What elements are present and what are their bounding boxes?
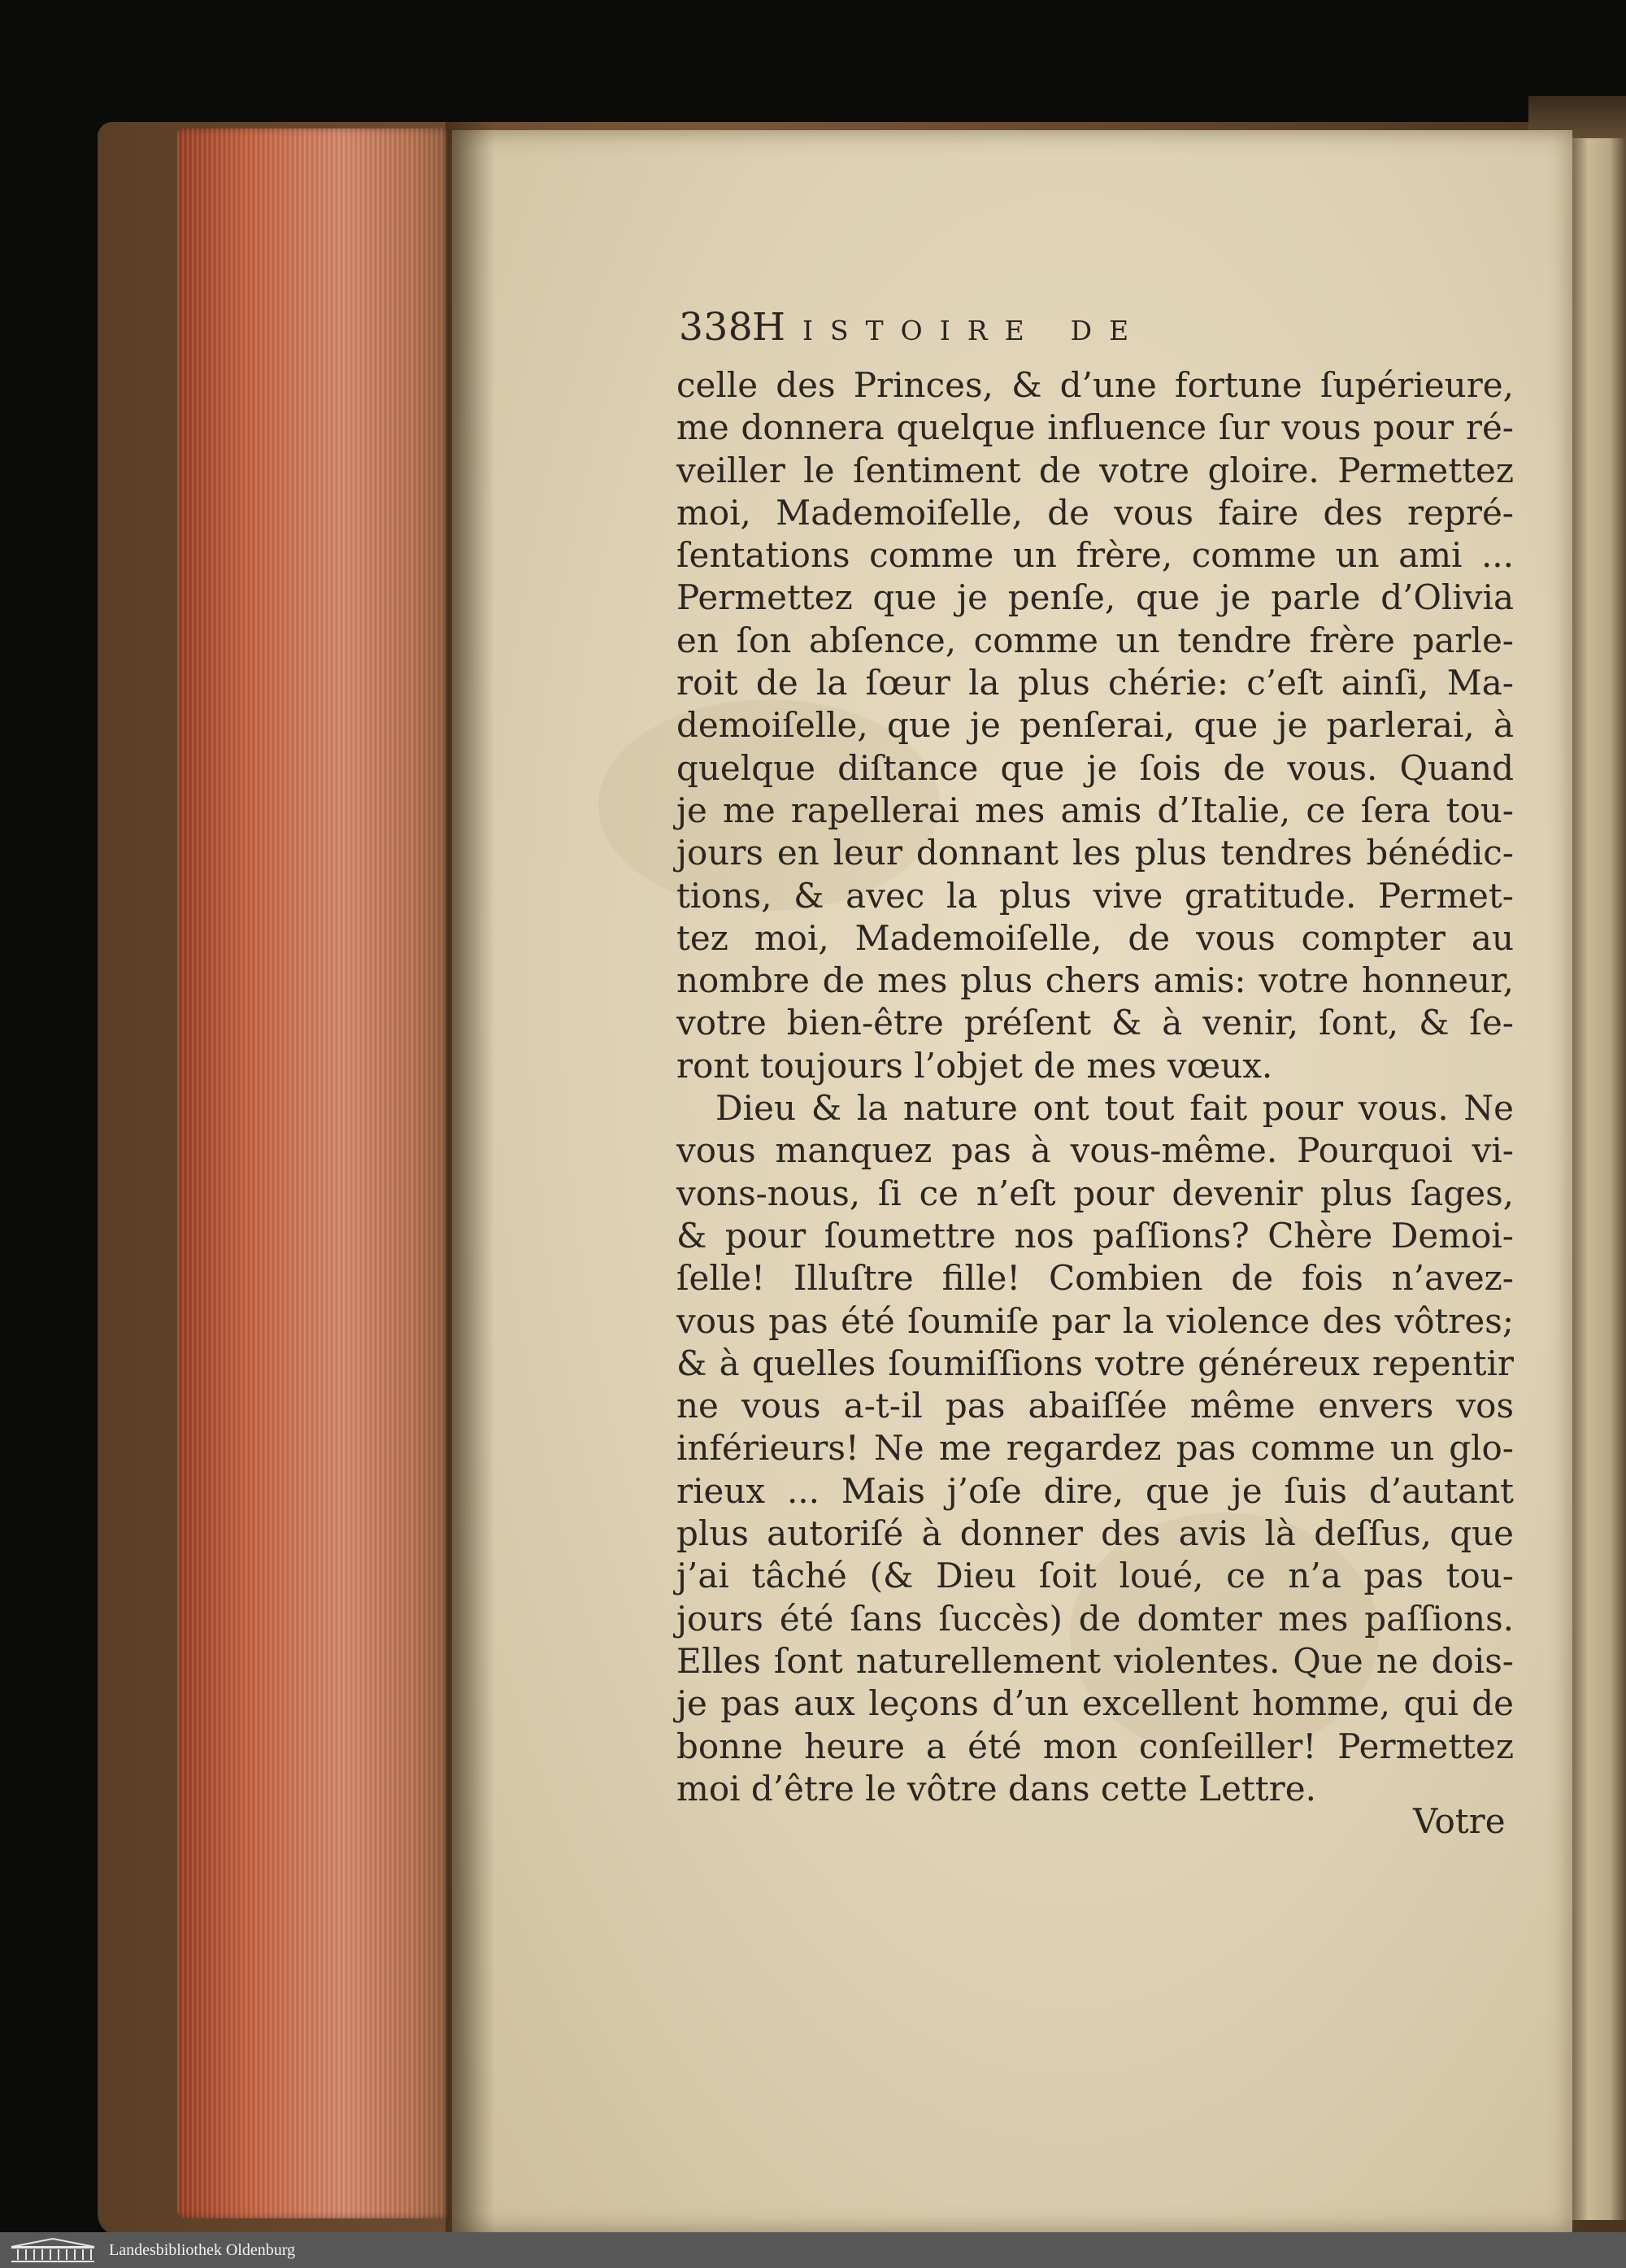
library-name: Landesbibliothek Oldenburg bbox=[109, 2241, 296, 2259]
text-line: en ſon abſence, comme un tendre frère parle- bbox=[676, 620, 1514, 660]
text-line: moi, Mademoiſelle, de vous faire des repré- bbox=[676, 492, 1514, 533]
text-line: jours été ſans ſuccès) de domter mes paſſions. bbox=[676, 1598, 1514, 1639]
text-line: tez moi, Mademoiſelle, de vous compter au bbox=[676, 917, 1514, 958]
catchword: Votre bbox=[1413, 1801, 1506, 1841]
body-text bbox=[676, 364, 1514, 1810]
text-line: tions, & avec la plus vive gratitude. Permet- bbox=[676, 875, 1514, 916]
text-line: ſelle! Illuſtre fille! Combien de fois n’avez- bbox=[676, 1258, 1514, 1299]
text-line: vous manquez pas à vous-même. Pourquoi vi- bbox=[676, 1130, 1514, 1171]
text-line: vous pas été ſoumiſe par la violence des vôtres; bbox=[676, 1300, 1514, 1341]
text-line: bonne heure a été mon conſeiller! Permettez bbox=[676, 1726, 1514, 1766]
text-line: ſentations comme un frère, comme un ami ... bbox=[676, 535, 1514, 576]
text-line: me donnera quelque influence ſur vous pour ré- bbox=[676, 407, 1514, 448]
text-line: votre bien-être préſent & à venir, ſont, & ſe- bbox=[676, 1003, 1514, 1043]
gutter-shadow bbox=[446, 122, 494, 2236]
page-header bbox=[679, 305, 1565, 362]
text-line: inférieurs! Ne me regardez pas comme un glo- bbox=[676, 1428, 1514, 1469]
text-line: Elles ſont naturellement violentes. Que ne dois- bbox=[676, 1640, 1514, 1681]
text-line: Dieu & la nature ont tout fait pour vous. Ne bbox=[715, 1088, 1514, 1129]
library-building-icon bbox=[8, 2237, 98, 2263]
text-line: & à quelles ſoumiſſions votre généreux repentir bbox=[676, 1343, 1514, 1383]
text-line: plus autoriſé à donner des avis là deſſus, que bbox=[676, 1513, 1514, 1554]
page-edges bbox=[177, 128, 454, 2218]
text-line: j’ai tâché (& Dieu ſoit loué, ce n’a pas tou- bbox=[676, 1556, 1514, 1596]
text-line: jours en leur donnant les plus tendres bénédic- bbox=[676, 833, 1514, 873]
text-line: je pas aux leçons d’un excellent homme, qui de bbox=[676, 1683, 1514, 1724]
text-line: je me rapellerai mes amis d’Italie, ce ſera tou- bbox=[676, 790, 1514, 830]
text-line: roit de la ſœur la plus chérie: c’eſt ainſi, Ma- bbox=[676, 663, 1514, 703]
text-line: Permettez que je penſe, que je parle d’Olivia bbox=[676, 577, 1514, 618]
text-line: ront toujours l’objet de mes vœux. bbox=[676, 1045, 1273, 1086]
text-line: veiller le ſentiment de votre gloire. Permettez bbox=[676, 450, 1514, 490]
text-line: nombre de mes plus chers amis: votre honneur, bbox=[676, 960, 1514, 1001]
footer-bar bbox=[0, 2232, 1626, 2268]
text-line: rieux ... Mais j’oſe dire, que je ſuis d’autant bbox=[676, 1470, 1514, 1511]
text-line: ne vous a-t-il pas abaiſſée même envers vos bbox=[676, 1386, 1514, 1426]
text-line: moi d’être le vôtre dans cette Lettre. bbox=[676, 1768, 1316, 1809]
running-head: Histoire de bbox=[752, 305, 1146, 350]
page-number: 338 bbox=[679, 305, 754, 350]
text-line: & pour ſoumettre nos paſſions? Chère Demoi- bbox=[676, 1215, 1514, 1256]
text-line: celle des Princes, & d’une fortune ſupérieure, bbox=[676, 365, 1514, 405]
facing-page-edge bbox=[1572, 138, 1626, 2220]
text-line: quelque diſtance que je ſois de vous. Quand bbox=[676, 747, 1514, 788]
text-line: demoiſelle, que je penſerai, que je parlerai, à bbox=[676, 705, 1514, 746]
text-line: vons-nous, ſi ce n’eſt pour devenir plus ſages, bbox=[676, 1173, 1514, 1213]
